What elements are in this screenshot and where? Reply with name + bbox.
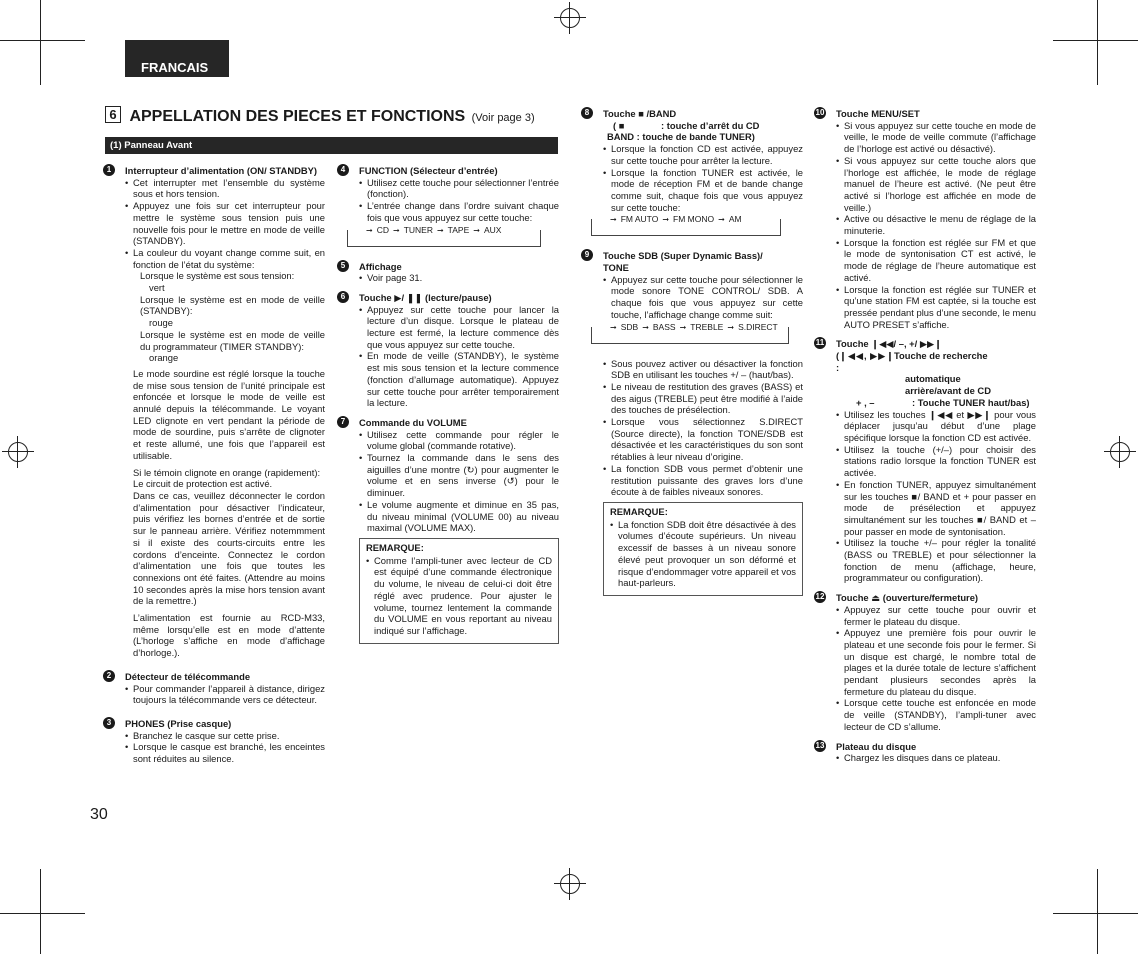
column-4 xyxy=(814,108,1036,772)
bullet: • En mode de veille (STANDBY), le système est mis sous tension et la lecture commence (fonction d’allumage automatique). Appuyez sur cette touche pour arrêter temporairement la lecture. xyxy=(359,350,559,409)
key-label: (❙◀◀, ▶▶❙ : xyxy=(836,350,894,373)
crop-mark xyxy=(1097,869,1098,954)
paragraph: Le circuit de protection est activé. xyxy=(133,478,273,490)
bullet: • Appuyez sur cette touche pour lancer la lecture d’un disque. Lorsque le plateau de lecture est fermé, la lecture commence dès que vous appuyez sur cette touche. xyxy=(359,304,559,351)
crop-mark xyxy=(0,40,85,41)
item-title: Interrupteur d’alimentation (ON/ STANDBY) xyxy=(125,165,318,176)
bullet: • Appuyez une fois sur cet interrupteur pour mettre le système sous tension puis une nouvelle fois pour le mettre en mode de veille (STANDBY). xyxy=(125,200,325,247)
bullet: • Appuyez sur cette touche pour sélectionner le mode sonore TONE CONTROL/ SDB. A chaque fois que vous appuyez sur cette touche, l’affichage change comme suit: xyxy=(603,274,803,321)
bullet: • Lorsque vous sélectionnez S.DIRECT (Source directe), la fonction TONE/SDB est désactivée et les caractéristiques du son sont rétablies à leur niveau d’origine. xyxy=(603,416,803,463)
arrow-right-icon: ➞ xyxy=(473,225,480,235)
item-title: TONE xyxy=(603,262,629,274)
flow-step: FM AUTO xyxy=(620,214,659,225)
bullet: • Lorsque cette touche est enfoncée en mode de veille (STANDBY), l’ampli-tuner avec lecteur de CD s’allume. xyxy=(836,697,1036,732)
bullet: • Active ou désactive le menu de réglage de la minuterie. xyxy=(836,213,1036,236)
section-page-ref: (Voir page 3) xyxy=(471,112,535,124)
flow-step: AUX xyxy=(483,224,502,235)
item-disc-tray xyxy=(814,741,1036,764)
flow-step: FM MONO xyxy=(673,214,715,225)
item-remote-sensor xyxy=(103,671,325,706)
indicator-state: Lorsque le système est en mode de veille (STANDBY): xyxy=(140,293,325,317)
bullet: • Utilisez la touche (+/–) pour choisir des stations radio lorsque la fonction TUNER est activée. xyxy=(836,444,1036,479)
column-2 xyxy=(337,165,559,652)
section-number: 6 xyxy=(105,106,121,123)
bullet: • Lorsque le casque est branché, les enceintes sont réduites au silence. xyxy=(125,741,325,764)
bullet: • Voir page 31. xyxy=(359,272,559,284)
crop-mark xyxy=(1053,913,1138,914)
item-volume xyxy=(337,417,559,644)
item-skip-tuning xyxy=(814,338,1036,584)
item-display xyxy=(337,261,559,284)
item-title: Touche ▶/ ❚❚ (lecture/pause) xyxy=(359,291,492,303)
item-number: 8 xyxy=(581,107,593,119)
item-stop-band xyxy=(581,108,803,236)
bullet: • Utilisez la touche +/– pour régler la tonalité (BASS ou TREBLE) et pour sélectionner la fonction de menu (affichage, heure, programmateur ou configuration). xyxy=(836,537,1036,584)
item-play-pause xyxy=(337,292,559,409)
bullet: • En fonction TUNER, appuyez simultanément sur les touches ■/ BAND et + pour passer en mode de présélection et appuyez simultanément sur les touches ■/ BAND et – pour passer en mode de syntonisation. xyxy=(836,479,1036,538)
item-title: Touche ⏏ (ouverture/fermeture) xyxy=(836,592,979,604)
item-number: 5 xyxy=(337,260,349,272)
arrow-right-icon: ➞ xyxy=(679,322,687,332)
flow-step: TREBLE xyxy=(690,321,724,332)
arrow-right-icon: ➞ xyxy=(642,322,649,332)
remark-box xyxy=(603,502,803,596)
flow-step: S.DIRECT xyxy=(738,321,778,332)
item-title: Touche MENU/SET xyxy=(836,108,920,119)
bullet: • Chargez les disques dans ce plateau. xyxy=(836,752,1036,764)
bullet: • Appuyez sur cette touche pour ouvrir et fermer le plateau du disque. xyxy=(836,604,1036,627)
flow-step: TUNER xyxy=(403,224,433,235)
bullet: • Si vous appuyez sur cette touche alors que l’horloge est affichée, le mode de réglage manuel de l’heure est activé. (Ne peut être activé si l’horloge est affichée en mode de veille.) xyxy=(836,155,1036,214)
item-title: Affichage xyxy=(359,260,402,272)
bullet: • Utilisez cette commande pour régler le volume global (commande rotative). xyxy=(359,429,559,452)
bullet: • Pour commander l’appareil à distance, dirigez toujours la télécommande vers ce détecteur. xyxy=(125,683,325,706)
bullet: • Utilisez cette touche pour sélectionner l’entrée (fonction). xyxy=(359,177,559,200)
item-title: Touche ❙◀◀/ –, +/ ▶▶❙ xyxy=(836,338,943,350)
bullet: • Lorsque la fonction CD est activée, appuyez sur cette touche pour arrêter la lecture. xyxy=(603,143,803,166)
key-description: arrière/avant de CD xyxy=(905,385,991,397)
arrow-right-icon: ➞ xyxy=(727,322,735,332)
item-title: Plateau du disque xyxy=(836,740,917,752)
tone-cycle-diagram xyxy=(591,321,789,344)
registration-mark xyxy=(2,436,34,468)
key-description: BAND : touche de bande TUNER) xyxy=(607,131,755,143)
item-menu-set xyxy=(814,108,1036,330)
bullet: • Cet interrupter met l’ensemble du système sous et hors tension. xyxy=(125,177,325,200)
bullet: • La fonction SDB doit être désactivée à des volumes d’écoute supérieurs. Un niveau excessif de basses à un niveau sonore élevé peut provoquer un son déformé et risque d’endommager votre appareil et vos haut-parleurs. xyxy=(610,519,796,589)
page-number: 30 xyxy=(90,806,108,823)
indicator-color: vert xyxy=(149,282,165,294)
bullet: • Tournez la commande dans le sens des aiguilles d’une montre (↻) pour augmenter le volume et en sens inverse (↺) pour le diminuer. xyxy=(359,452,559,499)
item-title: Détecteur de télécommande xyxy=(125,670,251,682)
arrow-right-icon: ➞ xyxy=(436,225,444,235)
item-title: Touche SDB (Super Dynamic Bass)/ xyxy=(603,250,763,262)
section-heading xyxy=(105,106,535,126)
bullet: • Si vous appuyez sur cette touche en mode de veille, le mode de veille commute (l’affichage de l’horloge est activé ou désactivé). xyxy=(836,120,1036,155)
registration-mark xyxy=(554,2,586,34)
crop-mark xyxy=(40,0,41,85)
item-title: Commande du VOLUME xyxy=(359,416,467,428)
bullet: • Lorsque la fonction est réglée sur TUNER et qu’une station FM est captée, si la touche est pressée pendant plus d’une seconde, le menu AUTO PRESET s’affiche. xyxy=(836,284,1036,331)
key-description: : Touche TUNER haut/bas) xyxy=(912,396,1030,408)
bullet: • La couleur du voyant change comme suit, en fonction de l’état du système: xyxy=(125,247,325,270)
section-title: APPELLATION DES PIECES ET FONCTIONS xyxy=(129,108,466,125)
key-description: Touche de recherche xyxy=(894,350,988,362)
column-3 xyxy=(581,108,803,604)
paragraph: Le mode sourdine est réglé lorsque la touche de mise sous tension de l’unité principale est enfoncée et lorsque le mode de veille est annulé depuis la télécommande. Le voyant LED clignote en vert pendant la période de mode de sourdine, puis s’arrête de clignoter et reste allumé, une fois que l’appareil est utilisable. xyxy=(133,367,325,461)
arrow-right-icon: ➞ xyxy=(392,225,400,235)
indicator-color: orange xyxy=(149,352,179,364)
item-number: 9 xyxy=(581,249,593,261)
paragraph: Dans ce cas, veuillez déconnecter le cordon d’alimentation pour désactiver l’indicateur, puis vérifiez les bornes d’entrée et de sortie sur le panneau arrière. Vérifiez notemmment si il existe des courts-circuits entre les cordons d’enceinte. Connectez le cordon d’alimentation une fois que toutes les connexions ont été faites. (Attendre au moins 10 secondes après la mise hors tension avant de la remettre.) xyxy=(133,489,325,607)
item-function xyxy=(337,165,559,247)
item-number: 11 xyxy=(815,338,825,348)
item-number: 7 xyxy=(337,416,349,428)
key-description: : touche d’arrêt du CD xyxy=(661,119,760,131)
language-tab: FRANCAIS xyxy=(125,40,229,77)
bullet: • Le niveau de restitution des graves (BASS) et des aigus (TREBLE) peut être modifié à l’aide des touches de présélection. xyxy=(603,381,803,416)
bullet: • Branchez le casque sur cette prise. xyxy=(125,730,325,742)
crop-mark xyxy=(0,913,85,914)
function-cycle-diagram xyxy=(347,224,541,247)
bullet: • Lorsque la fonction est réglée sur FM et que le mode de syntonisation CT est activé, le mode de réglage de l’heure automatique est activé. xyxy=(836,237,1036,284)
remark-box xyxy=(359,538,559,644)
item-title: Touche ■ /BAND xyxy=(603,108,677,119)
bullet: • Lorsque la fonction TUNER est activée, le mode de réception FM et de bande change comme suit, chaque fois que vous appuyez sur cette touche: xyxy=(603,167,803,214)
remark-title: REMARQUE: xyxy=(366,541,424,553)
item-number: 13 xyxy=(815,740,825,750)
registration-mark xyxy=(1104,436,1136,468)
indicator-state: Lorsque le système est en mode de veille du programmateur (TIMER STANDBY): xyxy=(140,328,325,352)
subsection-bar: (1) Panneau Avant xyxy=(105,137,558,154)
flow-step: BASS xyxy=(652,321,676,332)
item-number: 3 xyxy=(103,717,115,729)
key-label: ( ■ xyxy=(613,119,625,131)
registration-mark xyxy=(554,868,586,900)
item-number: 6 xyxy=(337,291,349,303)
item-phones xyxy=(103,718,325,765)
flow-step: CD xyxy=(376,224,389,235)
item-open-close xyxy=(814,592,1036,732)
indicator-color: rouge xyxy=(149,317,173,329)
item-number: 1 xyxy=(103,164,115,176)
item-number: 4 xyxy=(337,164,349,176)
arrow-right-icon: ➞ xyxy=(610,322,617,332)
band-cycle-diagram xyxy=(591,214,781,236)
remark-title: REMARQUE: xyxy=(610,505,668,517)
item-title: FUNCTION (Sélecteur d’entrée) xyxy=(359,165,498,176)
item-number: 2 xyxy=(103,670,115,682)
flow-step: TAPE xyxy=(447,224,470,235)
column-1 xyxy=(103,165,325,773)
item-title: PHONES (Prise casque) xyxy=(125,717,232,729)
flow-step: AM xyxy=(728,214,742,225)
crop-mark xyxy=(1097,0,1098,85)
item-number: 12 xyxy=(815,592,825,602)
item-sdb-tone xyxy=(581,250,803,596)
bullet: • Utilisez les touches ❙◀◀ et ▶▶❙ pour vous déplacer jusqu’au début d’une plage spécifique lorsque la fonction CD est activée. xyxy=(836,409,1036,444)
paragraph: L’alimentation est fournie au RCD-M33, même lorsqu’elle est en mode d’attente (L’horloge s’affiche en mode d’affichage d’horloge.). xyxy=(133,612,325,659)
paragraph: Si le témoin clignote en orange (rapidement): xyxy=(133,466,321,478)
bullet: • Le volume augmente et diminue en 35 pas, du niveau minimal (VOLUME 00) au niveau maximal (VOLUME MAX). xyxy=(359,499,559,534)
bullet: • La fonction SDB vous permet d’obtenir une restitution puissante des graves lors d’une écoute à de faibles niveaux sonores. xyxy=(603,463,803,498)
arrow-right-icon: ➞ xyxy=(662,215,670,225)
bullet: • Comme l’ampli-tuner avec lecteur de CD est équipé d’une commande électronique du volume, le niveau de celui-ci doit être réglé avec prudence. Pour ajuster le volume, tournez lentement la commande du VOLUME en vous reportant au niveau indiqué sur l’affichage. xyxy=(366,555,552,637)
key-label: + , – xyxy=(856,396,875,408)
item-number: 10 xyxy=(815,108,825,117)
arrow-right-icon: ➞ xyxy=(718,215,725,225)
flow-step: SDB xyxy=(620,321,639,332)
bullet: • Sous pouvez activer ou désactiver la fonction SDB en utilisant les touches +/ – (haut/bas). xyxy=(603,358,803,381)
key-description: automatique xyxy=(905,373,961,385)
arrow-right-icon: ➞ xyxy=(366,225,373,235)
bullet: • L’entrée change dans l’ordre suivant chaque fois que vous appuyez sur cette touche: xyxy=(359,200,559,223)
bullet: • Appuyez une première fois pour ouvrir le plateau et une seconde fois pour le fermer. Si un disque est chargé, le nombre total de plages et la durée totale de lecture s’affichent pendant plusieurs secondes après la fermeture du plateau du disque. xyxy=(836,627,1036,697)
arrow-right-icon: ➞ xyxy=(610,215,617,225)
item-power-switch xyxy=(103,165,325,659)
crop-mark xyxy=(40,869,41,954)
crop-mark xyxy=(1053,40,1138,41)
indicator-state: Lorsque le système est sous tension: xyxy=(140,270,295,282)
